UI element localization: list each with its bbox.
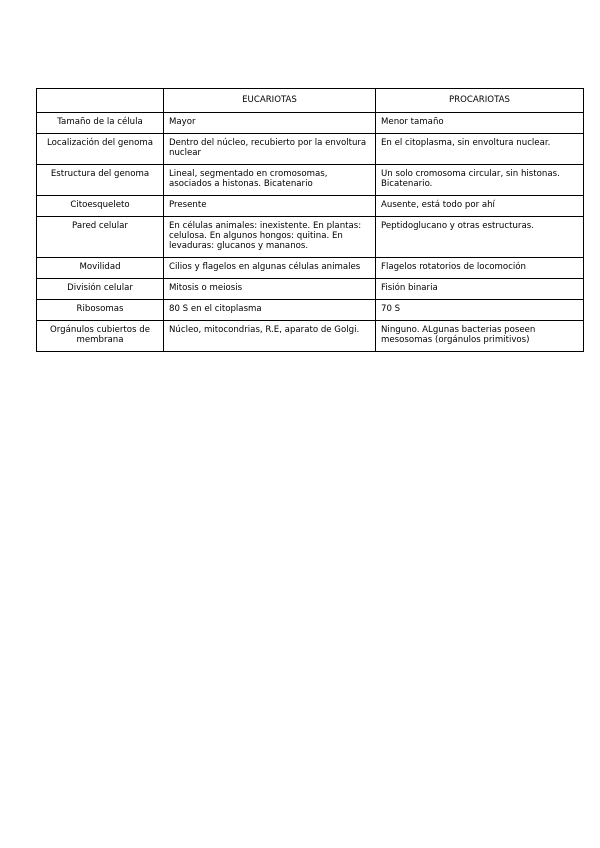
eucariotas-cell: En células animales: inexistente. En plantas: celulosa. En algunos hongos: quitina. En levaduras: glucanos y mananos. <box>164 217 376 258</box>
row-feature: Tamaño de la célula <box>37 113 164 134</box>
eucariotas-cell: Mayor <box>164 113 376 134</box>
table-row <box>37 321 584 352</box>
eucariotas-cell: Cilios y flagelos en algunas células animales <box>164 258 376 279</box>
eucariotas-cell: Lineal, segmentado en cromosomas, asociados a histonas. Bicatenario <box>164 165 376 196</box>
procariotas-cell: Fisión binaria <box>376 279 584 300</box>
procariotas-cell: Flagelos rotatorios de locomoción <box>376 258 584 279</box>
table-row <box>37 279 584 300</box>
table-row <box>37 258 584 279</box>
eukaryote-prokaryote-comparison-table <box>36 88 584 352</box>
header-feature-cell <box>37 89 164 113</box>
procariotas-cell: Peptidoglucano y otras estructuras. <box>376 217 584 258</box>
row-feature: Localización del genoma <box>37 134 164 165</box>
procariotas-cell: 70 S <box>376 300 584 321</box>
table-row <box>37 196 584 217</box>
row-feature: Pared celular <box>37 217 164 258</box>
header-procariotas: PROCARIOTAS <box>376 89 584 113</box>
table-row <box>37 113 584 134</box>
eucariotas-cell: Presente <box>164 196 376 217</box>
row-feature: Ribosomas <box>37 300 164 321</box>
row-feature: Citoesqueleto <box>37 196 164 217</box>
row-feature: Movilidad <box>37 258 164 279</box>
table-row <box>37 165 584 196</box>
eucariotas-cell: Mitosis o meiosis <box>164 279 376 300</box>
table-row <box>37 300 584 321</box>
procariotas-cell: Ninguno. ALgunas bacterias poseen mesosomas (orgánulos primitivos) <box>376 321 584 352</box>
procariotas-cell: En el citoplasma, sin envoltura nuclear. <box>376 134 584 165</box>
table-header-row <box>37 89 584 113</box>
procariotas-cell: Un solo cromosoma circular, sin histonas. Bicatenario. <box>376 165 584 196</box>
eucariotas-cell: Dentro del núcleo, recubierto por la envoltura nuclear <box>164 134 376 165</box>
procariotas-cell: Ausente, está todo por ahí <box>376 196 584 217</box>
eucariotas-cell: Núcleo, mitocondrias, R.E, aparato de Golgi. <box>164 321 376 352</box>
row-feature: Orgánulos cubiertos de membrana <box>37 321 164 352</box>
header-eucariotas: EUCARIOTAS <box>164 89 376 113</box>
eucariotas-cell: 80 S en el citoplasma <box>164 300 376 321</box>
table-row <box>37 217 584 258</box>
table-row <box>37 134 584 165</box>
procariotas-cell: Menor tamaño <box>376 113 584 134</box>
row-feature: Estructura del genoma <box>37 165 164 196</box>
row-feature: División celular <box>37 279 164 300</box>
